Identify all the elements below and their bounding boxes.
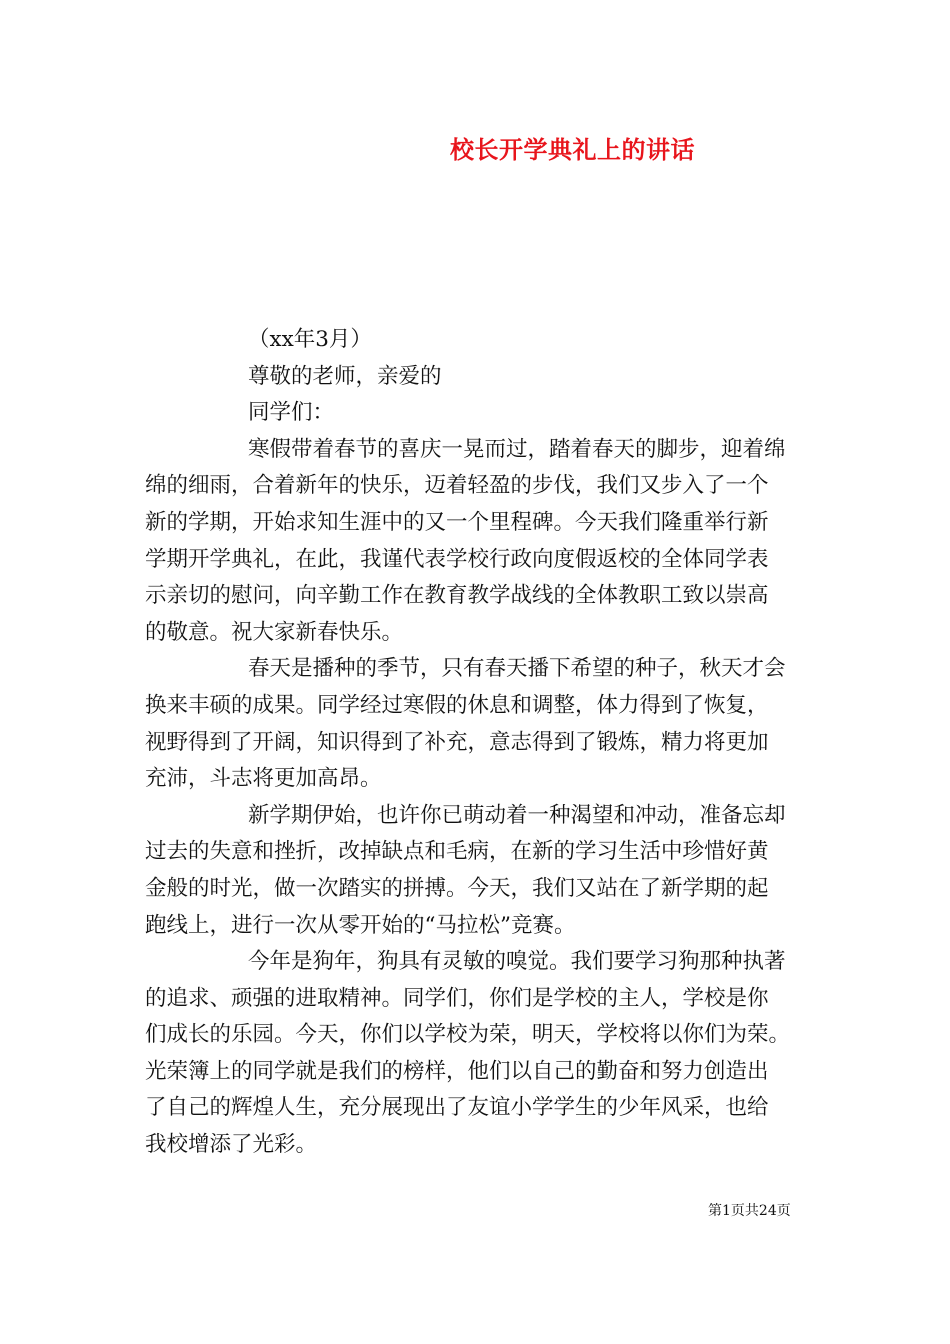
paragraph-line: 充沛，斗志将更加高昂。 [145,766,382,792]
paragraph-line: 的追求、顽强的进取精神。同学们，你们是学校的主人，学校是你 [145,985,769,1011]
paragraph-line: 了自己的辉煌人生，充分展现出了友谊小学学生的少年风采，也给 [145,1095,769,1121]
paragraph-line: 新的学期，开始求知生涯中的又一个里程碑。今天我们隆重举行新 [145,509,769,535]
date-line: （xx年3月） [248,327,372,352]
paragraph-line: 学期开学典礼，在此，我谨代表学校行政向度假返校的全体同学表 [145,546,769,572]
paragraph-line: 金般的时光，做一次踏实的拼搏。今天，我们又站在了新学期的起 [145,875,769,901]
paragraph-2 [145,651,813,797]
paragraph-4 [145,944,813,1164]
greeting-line-2: 同学们： [248,400,335,426]
paragraph-line: 寒假带着春节的喜庆一晃而过，踏着春天的脚步，迎着绵 [248,436,786,462]
document-body [145,322,813,1164]
page-number-footer: 第1页共24页 [708,1203,791,1219]
paragraph-3 [145,798,813,944]
paragraph-1 [145,432,813,652]
paragraph-line: 示亲切的慰问，向辛勤工作在教育教学战线的全体教职工致以崇高 [145,583,769,609]
paragraph-line: 我校增添了光彩。 [145,1132,318,1158]
document-title: 校长开学典礼上的讲话 [450,135,695,164]
paragraph-line: 今年是狗年，狗具有灵敏的嗅觉。我们要学习狗那种执著 [248,949,786,975]
paragraph-line: 新学期伊始，也许你已萌动着一种渴望和冲动，准备忘却 [248,802,786,828]
paragraph-line: 的敬意。祝大家新春快乐。 [145,619,404,645]
paragraph-line: 光荣簿上的同学就是我们的榜样，他们以自己的勤奋和努力创造出 [145,1058,769,1084]
paragraph-line: 们成长的乐园。今天，你们以学校为荣，明天，学校将以你们为荣。 [145,1022,791,1048]
paragraph-line: 过去的失意和挫折，改掉缺点和毛病，在新的学习生活中珍惜好黄 [145,839,769,865]
paragraph-line: 春天是播种的季节，只有春天播下希望的种子，秋天才会 [248,656,786,682]
paragraph-line: 换来丰硕的成果。同学经过寒假的休息和调整，体力得到了恢复， [145,692,769,718]
paragraph-line: 跑线上，进行一次从零开始的“马拉松”竞赛。 [145,912,576,938]
paragraph-line: 绵的细雨，合着新年的快乐，迈着轻盈的步伐，我们又步入了一个 [145,473,769,499]
paragraph-line: 视野得到了开阔，知识得到了补充，意志得到了锻炼，精力将更加 [145,729,769,755]
greeting-line-1: 尊敬的老师，亲爱的 [248,363,442,389]
